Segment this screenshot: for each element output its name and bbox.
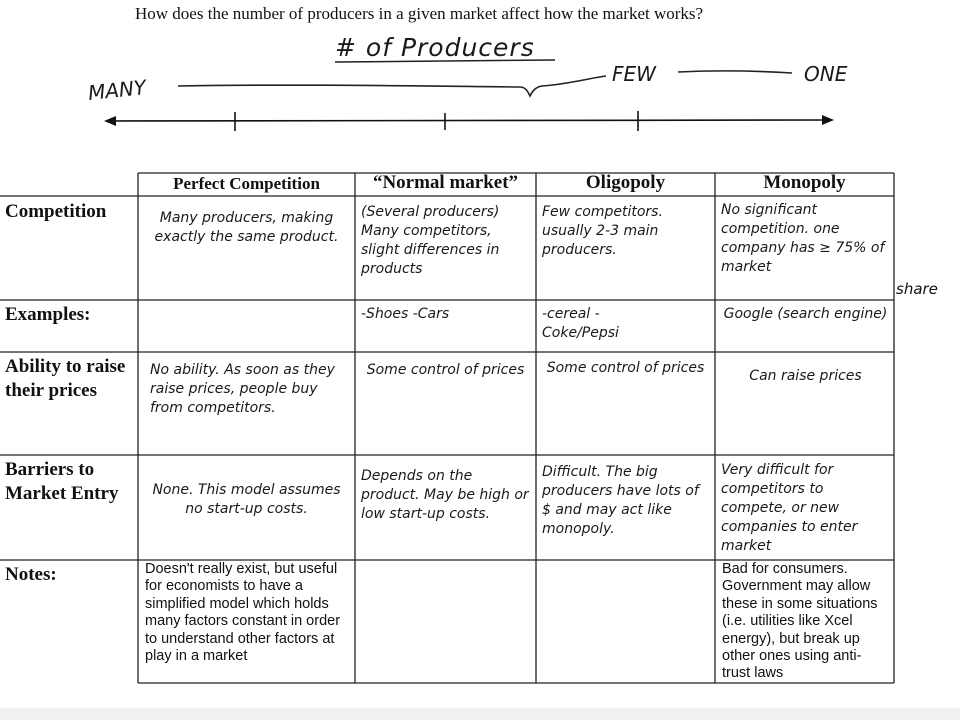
market-structure-table — [0, 172, 896, 684]
cell-competition-perfect: Many producers, making exactly the same product. — [154, 210, 339, 245]
cell-examples-perfect — [140, 302, 353, 350]
scale-label-one: ONE — [804, 62, 848, 86]
row-header-barriers-to-entry: Barriers to Market Entry — [5, 459, 119, 504]
cell-notes-monopoly: Bad for consumers. Government may allow these in some situations (i.e. utilities like Xcel energy), but break up other ones using anti-trust laws — [722, 561, 878, 682]
cell-notes-perfect: Doesn't really exist, but useful for economists to have a simplified model which holds many factors constant in order to understand other factors at play in a market — [145, 561, 341, 665]
monopoly-share-overflow-text: share — [896, 280, 938, 298]
cell-barriers-normal: Depends on the product. May be high or low start-up costs. — [361, 468, 529, 522]
cell-barriers-monopoly: Very difficult for competitors to compete, or new companies to enter market — [721, 462, 858, 554]
scale-arrow-line — [108, 120, 830, 121]
cell-competition-oligopoly: Few competitors. usually 2-3 main producers. — [542, 204, 663, 258]
scale-arrow-right — [822, 115, 834, 125]
cell-competition-monopoly: No significant competition. one company has ≥ 75% of market — [721, 202, 885, 275]
scale-title: # of Producers — [335, 33, 535, 62]
scale-label-many: MANY — [86, 75, 148, 105]
scale-title-underline — [335, 60, 555, 62]
cell-competition-normal: (Several producers) Many competitors, slight differences in products — [361, 204, 500, 277]
scale-brace — [178, 76, 606, 96]
cell-notes-oligopoly — [538, 561, 713, 682]
cell-ability-perfect: No ability. As soon as they raise prices, people buy from competitors. — [150, 362, 335, 416]
cell-notes-normal — [357, 561, 534, 682]
row-header-ability-to-raise-prices: Ability to raise their prices — [5, 356, 126, 401]
cell-barriers-oligopoly: Difficult. The big producers have lots of $ and may act like monopoly. — [542, 464, 699, 537]
scale-few-one-line — [678, 71, 792, 73]
cell-barriers-perfect: None. This model assumes no start-up costs. — [152, 482, 341, 517]
column-header-monopoly: Monopoly — [763, 172, 846, 193]
row-header-competition: Competition — [5, 201, 107, 222]
page-bottom-edge — [0, 708, 960, 720]
producer-scale-drawing — [0, 0, 960, 170]
cell-examples-normal: -Shoes -Cars — [361, 306, 450, 322]
scale-label-few: FEW — [612, 62, 656, 86]
row-header-notes: Notes: — [5, 564, 57, 585]
cell-examples-oligopoly: -cereal -Coke/Pepsi — [542, 306, 619, 341]
column-header-oligopoly: Oligopoly — [585, 172, 666, 193]
row-header-examples: Examples: — [5, 304, 91, 325]
cell-ability-oligopoly: Some control of prices — [546, 360, 705, 376]
column-header-normal-market: “Normal market” — [372, 172, 519, 193]
worksheet-question: How does the number of producers in a given market affect how the market works? — [135, 4, 704, 23]
column-header-perfect-competition: Perfect Competition — [173, 174, 320, 193]
cell-examples-monopoly: Google (search engine) — [723, 306, 888, 322]
cell-ability-monopoly: Can raise prices — [749, 368, 862, 384]
scale-arrow-left — [104, 116, 116, 126]
cell-ability-normal: Some control of prices — [366, 362, 525, 378]
